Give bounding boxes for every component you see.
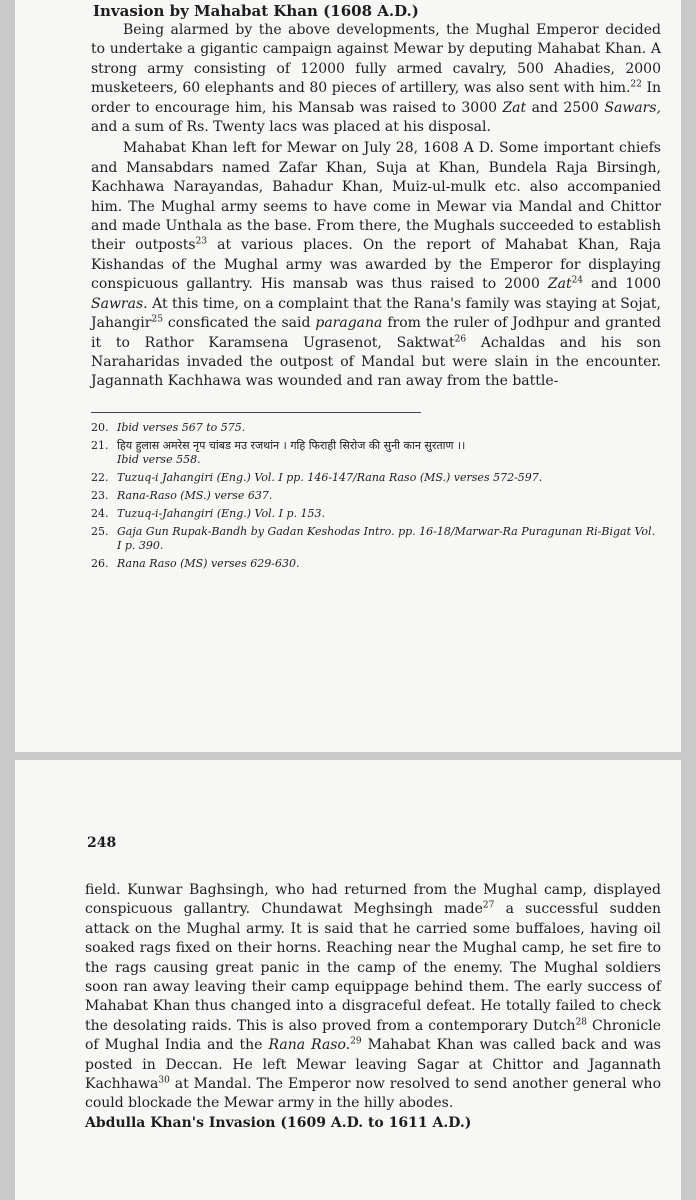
footnote-ref: 30	[158, 1075, 170, 1086]
book-page-upper	[15, 0, 681, 752]
page-number: 248	[87, 835, 117, 851]
footnote: 21. हिय हुलास अमरेस नृप चांबड मउ रजथांन । गहि फिराही सिरोज की सुनी कान सुरताण ।। Ibid verse 558.	[91, 438, 466, 466]
section-heading: Invasion by Mahabat Khan (1608 A.D.)	[93, 2, 419, 20]
footnote-ref: 29	[350, 1036, 362, 1047]
footnote: 23. Rana-Raso (MS.) verse 637.	[91, 488, 273, 502]
footnote: 24. Tuzuq-i-Jahangiri (Eng.) Vol. I p. 153.	[91, 506, 325, 520]
footnote: 26. Rana Raso (MS) verses 629-630.	[91, 556, 300, 570]
paragraph-3: field. Kunwar Baghsingh, who had returned from the Mughal camp, displayed conspicuous gallantry. Chundawat Meghsingh made$^{27}$ a successful sudden attack on the Mughal army. It is said that he carried some buffaloes, having oil soaked rags fixed on their horns. Reaching near the Mughal camp, he set fire to the rags causing great panic in the camp of the enemy. The Mughal soldiers soon ran away leaving their camp equippage behind them. The early success of Mahabat Khan thus changed into a disgraceful defeat. He totally failed to check the desolating raids. This is also proved from a contemporary Dutch$^{28}$ Chronicle of Mughal India and the Rana Raso.$^{29}$ Mahabat Khan was called back and was posted in Deccan. He left Mewar leaving Sagar at Chittor and Jagannath Kachhawa$^{30}$ at Mandal. The Emperor now resolved to send another general who could blockade the Mewar army in the hilly abodes.	[85, 882, 661, 1112]
next-section-heading: Abdulla Khan's Invasion (1609 A.D. to 1611 A.D.)	[85, 1114, 472, 1131]
footnote-ref: 23	[195, 236, 208, 247]
footnote-list	[91, 421, 661, 571]
paragraph-1: Being alarmed by the above developments, the Mughal Emperor decided to undertake a gigantic campaign against Mewar by deputing Mahabat Khan. A strong army consisting of 12000 fully armed cavalry, 500 Ahadies, 2000 musketeers, 60 elephants and 80 pieces of artillery, was also sent with him.$^{22}$ In order to encourage him, his Mansab was raised to 3000 Zat and 2500 Sawars, and a sum of Rs. Twenty lacs was placed at his disposal.	[91, 22, 661, 136]
footnote-ref: 27	[482, 900, 495, 911]
book-page-lower	[15, 760, 681, 1200]
paragraph-2: Mahabat Khan left for Mewar on July 28, 1608 A D. Some important chiefs and Mansabdars named Zafar Khan, Suja at Khan, Bundela Raja Birsingh, Kachhawa Narayandas, Bahadur Khan, Muiz-ul-mulk etc. also accompanied him. The Mughal army seems to have come in Mewar via Mandal and Chittor and made Unthala as the base. From there, the Mughals succeeded to establish their outposts$^{23}$ at various places. On the report of Mahabat Khan, Raja Kishandas of the Mughal army was awarded by the Emperor for displaying conspicuous gallantry. His mansab was thus raised to 2000 Zat$^{24}$ and 1000 Sawras. At this time, on a complaint that the Rana's family was staying at Sojat, Jahangir$^{25}$ consficated the said paragana from the ruler of Jodhpur and granted it to Rathor Karamsena Ugrasenot, Saktwat$^{26}$ Achaldas and his son Naraharidas invaded the outpost of Mandal but were slain in the encounter. Jagannath Kachhawa was wounded and ran away from the battle-	[91, 140, 661, 390]
footnote: 22. Tuzuq-i Jahangiri (Eng.) Vol. I pp. 146-147/Rana Raso (MS.) verses 572-597.	[91, 470, 543, 484]
footnote-ref: 25	[151, 314, 163, 325]
footnote-divider	[91, 412, 421, 413]
footnote-ref: 22	[630, 79, 642, 90]
footnote: 20. Ibid verses 567 to 575.	[91, 420, 246, 434]
footnote-ref: 24	[571, 275, 584, 286]
footnote-ref: 28	[575, 1017, 588, 1028]
footnote: 25. Gaja Gun Rupak-Bandh by Gadan Keshodas Intro. pp. 16-18/Marwar-Ra Puragunan Ri-Bigat Vol. I p. 390.	[91, 524, 656, 552]
footnote-ref: 26	[454, 333, 467, 344]
